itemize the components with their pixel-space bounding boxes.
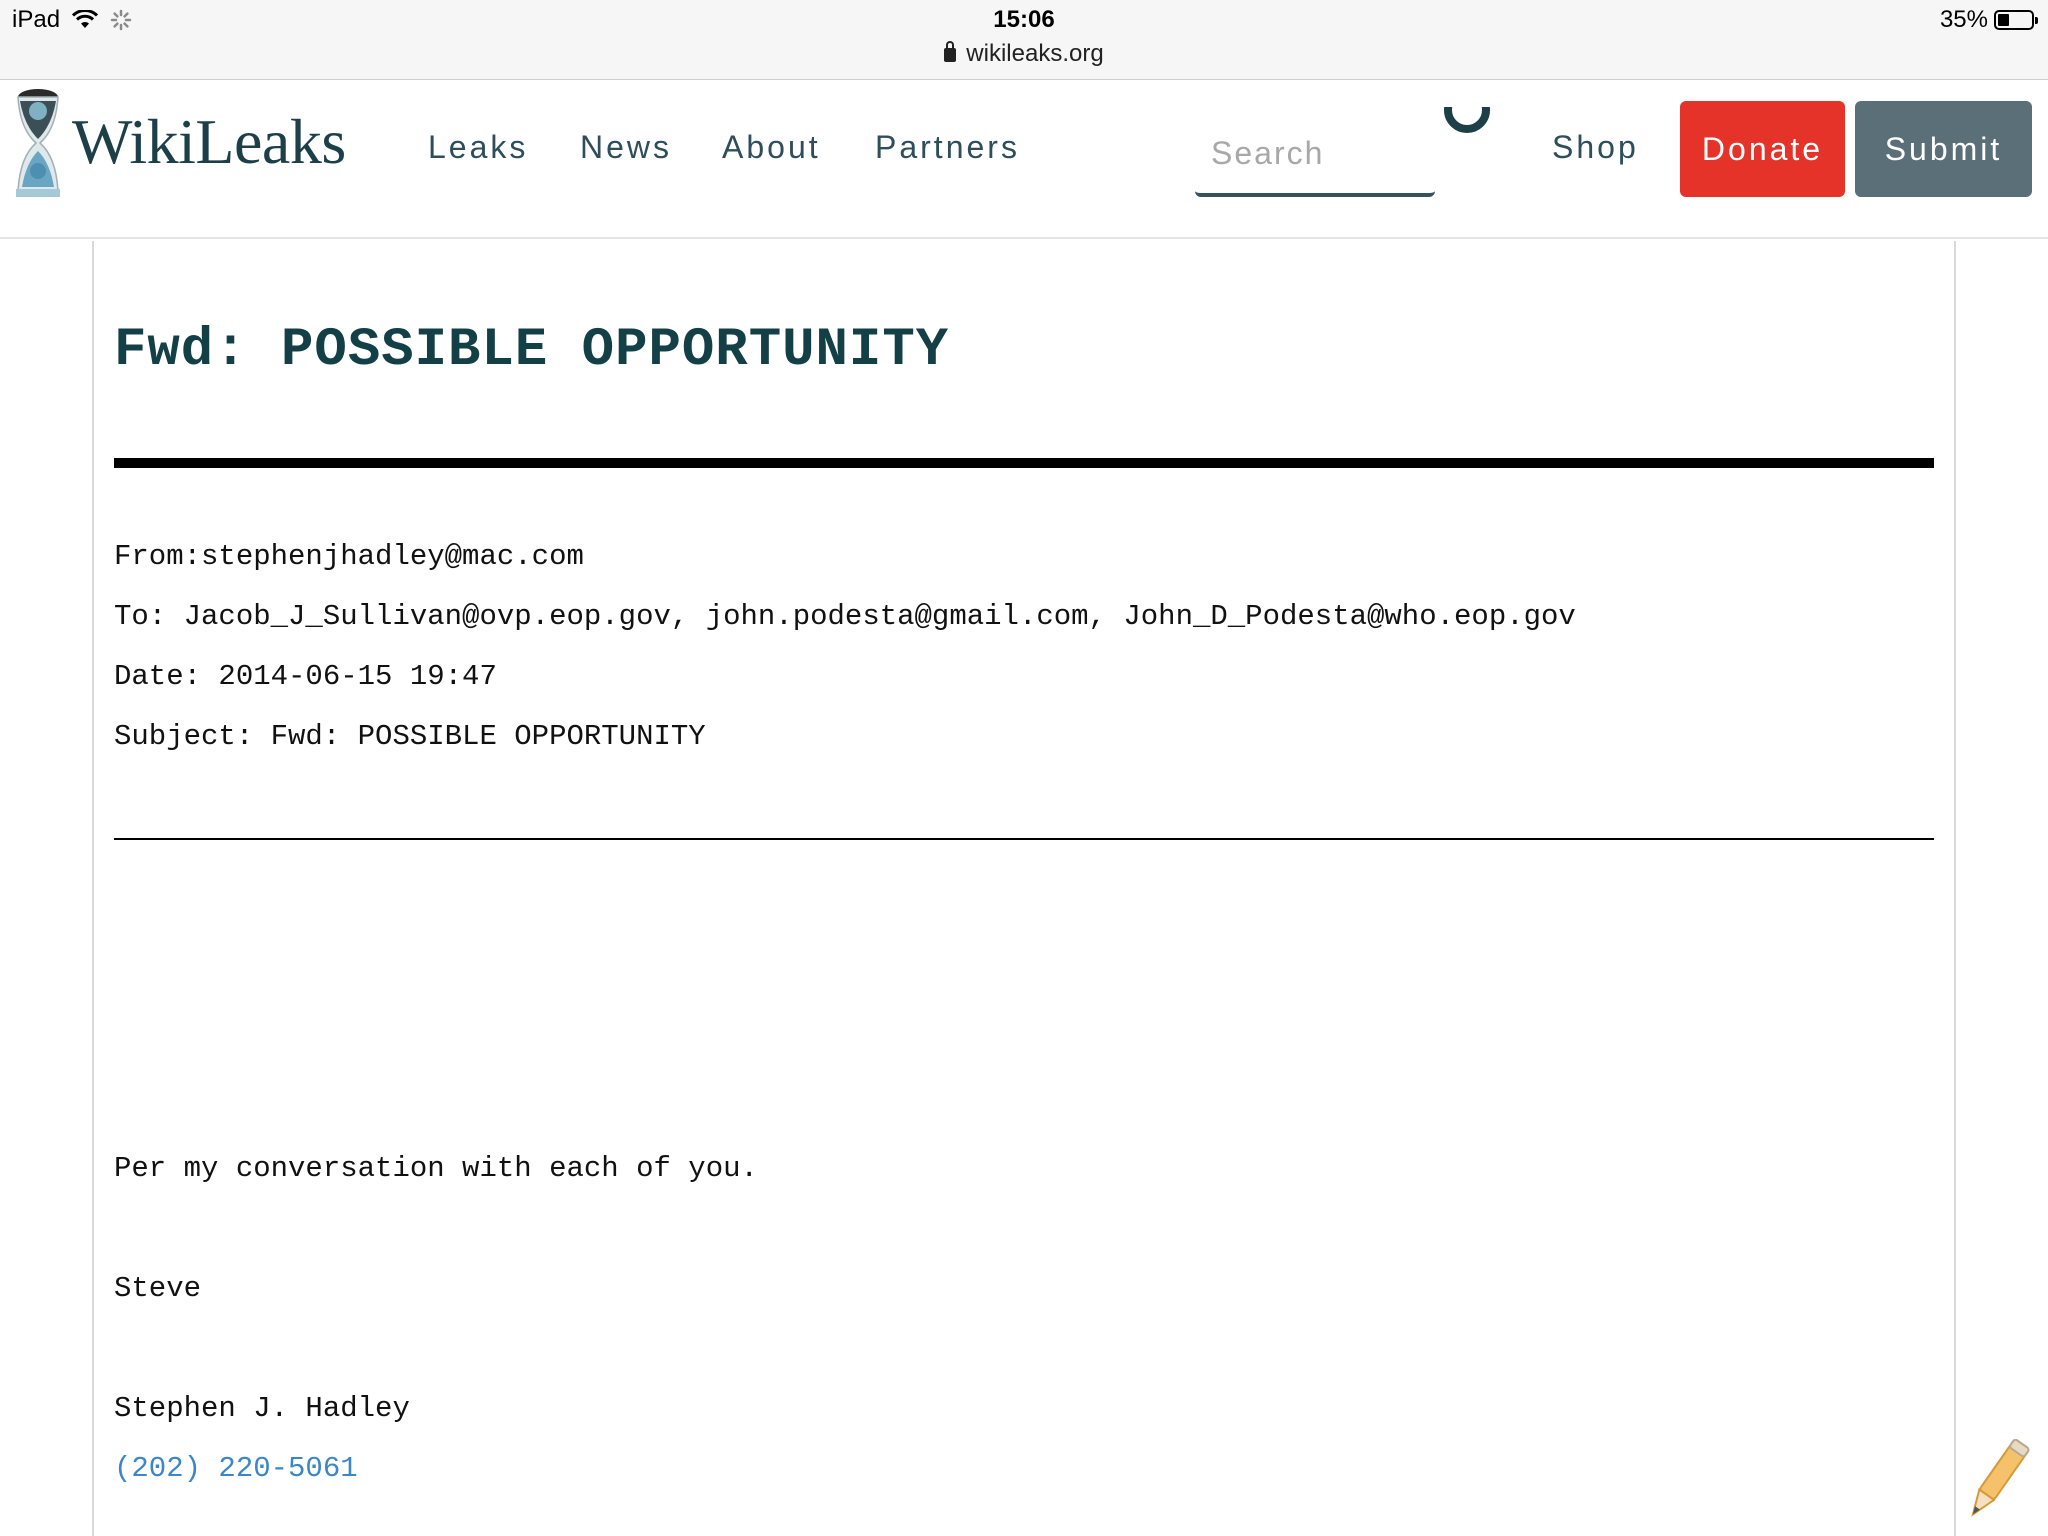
wikileaks-hourglass-logo-icon[interactable] — [14, 87, 62, 199]
status-bar — [0, 0, 2048, 80]
email-to: To: Jacob_J_Sullivan@ovp.eop.gov, john.podesta@gmail.com, John_D_Podesta@who.eop.gov — [114, 600, 1576, 633]
search-input[interactable] — [1211, 135, 1421, 172]
header-divider — [114, 838, 1934, 840]
email-subject: Subject: Fwd: POSSIBLE OPPORTUNITY — [114, 720, 706, 753]
address-bar[interactable] — [0, 40, 2048, 68]
battery-icon — [1994, 10, 2034, 30]
clock: 15:06 — [993, 6, 1055, 33]
search-icon[interactable] — [1440, 107, 1496, 143]
lock-icon — [944, 48, 956, 62]
url-text: wikileaks.org — [966, 40, 1104, 67]
submit-button[interactable]: Submit — [1855, 101, 2032, 197]
email-from: From:stephenjhadley@mac.com — [114, 540, 584, 573]
site-header — [0, 81, 2048, 239]
pencil-icon[interactable] — [1962, 1430, 2032, 1530]
email-card — [92, 241, 1956, 1536]
email-body-line: Per my conversation with each of you. — [114, 1152, 758, 1185]
signature-phone-link[interactable]: (202) 220-5061 — [114, 1452, 358, 1485]
email-title: Fwd: POSSIBLE OPPORTUNITY — [114, 320, 950, 381]
status-right — [1940, 6, 2034, 34]
title-divider — [114, 458, 1934, 468]
donate-button[interactable]: Donate — [1680, 101, 1845, 197]
email-signoff: Steve — [114, 1272, 202, 1305]
nav-partners[interactable]: Partners — [875, 129, 1020, 165]
battery-percent: 35% — [1939, 6, 1988, 33]
site-logo-text[interactable]: WikiLeaks — [72, 106, 346, 177]
nav-leaks[interactable]: Leaks — [428, 129, 529, 165]
nav-news[interactable]: News — [580, 129, 673, 165]
email-date: Date: 2014-06-15 19:47 — [114, 660, 497, 693]
signature-name: Stephen J. Hadley — [114, 1392, 410, 1425]
search-box — [1195, 121, 1435, 197]
device-label: iPad — [12, 6, 61, 33]
nav-shop[interactable]: Shop — [1552, 129, 1639, 165]
nav-about[interactable]: About — [722, 129, 821, 165]
